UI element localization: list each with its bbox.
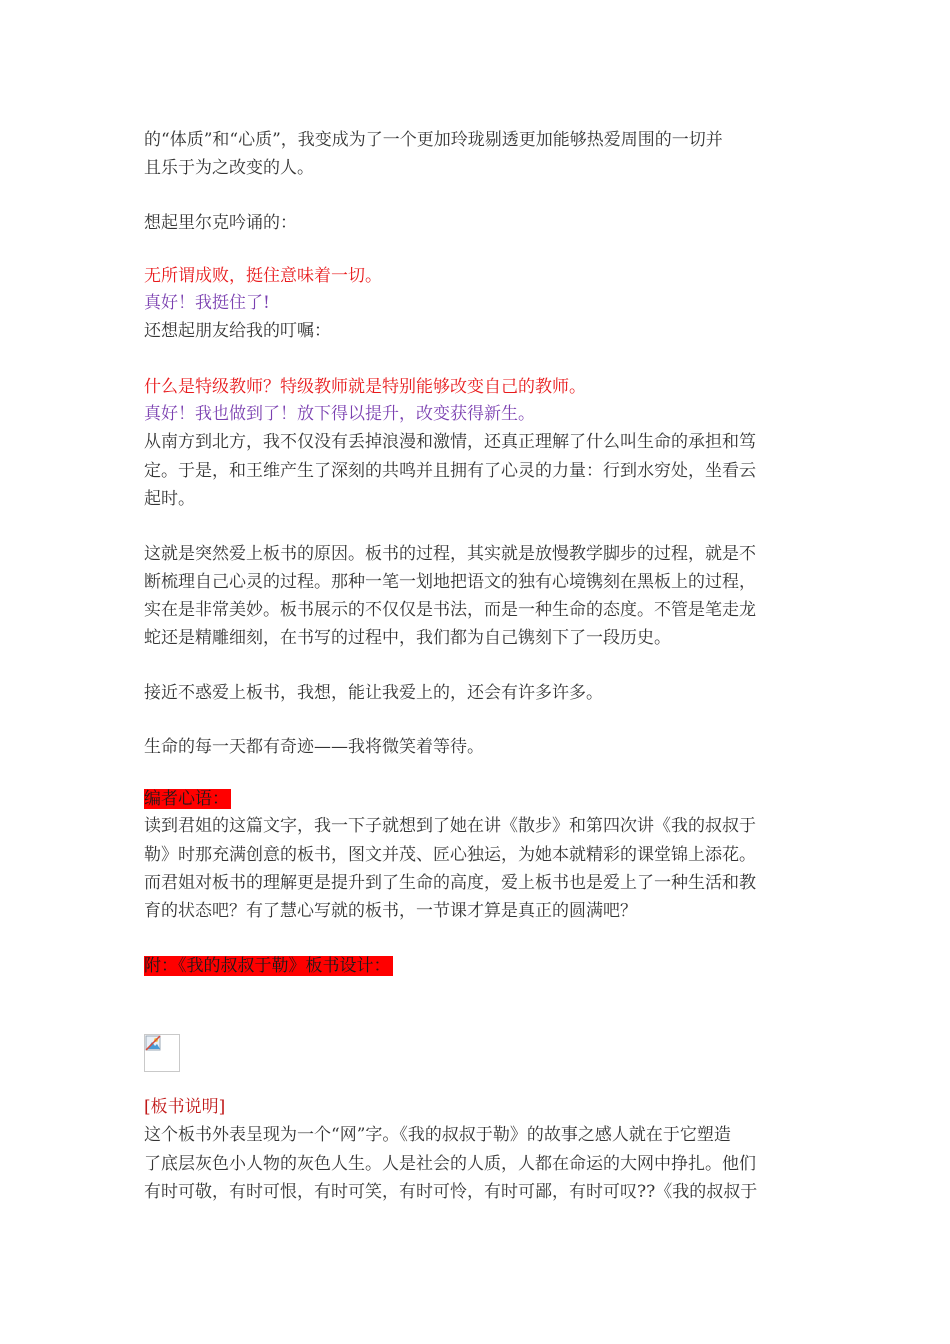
paragraph-line: 生命的每一天都有奇迹——我将微笑着等待。 xyxy=(144,737,484,757)
paragraph-line: 有时可敬，有时可恨，有时可笑，有时可怜，有时可鄙，有时可叹??《我的叔叔于 xyxy=(144,1182,758,1202)
paragraph-line: 这个板书外表呈现为一个“网”字。《我的叔叔于勒》的故事之感人就在于它塑造 xyxy=(144,1125,731,1145)
paragraph-line: 还想起朋友给我的叮嘱： xyxy=(144,321,331,341)
quote-line-rilke: 无所谓成败，挺住意味着一切。 xyxy=(144,266,382,286)
broken-image-icon xyxy=(144,1034,180,1072)
paragraph-line: 蛇还是精雕细刻，在书写的过程中，我们都为自己镌刻下了一段历史。 xyxy=(144,628,671,648)
board-notes-heading: [板书说明] xyxy=(144,1097,226,1117)
paragraph-line: 接近不惑爱上板书，我想，能让我爱上的，还会有许多许多。 xyxy=(144,683,603,703)
appendix-heading: 附：《我的叔叔于勒》板书设计： xyxy=(144,956,391,976)
paragraph-line: 育的状态吧？有了慧心写就的板书，一节课才算是真正的圆满吧？ xyxy=(144,901,637,921)
paragraph-line: 的“体质”和“心质”，我变成为了一个更加玲珑剔透更加能够热爱周围的一切并 xyxy=(144,130,723,150)
paragraph-line: 读到君姐的这篇文字，我一下子就想到了她在讲《散步》和第四次讲《我的叔叔于 xyxy=(144,816,756,836)
paragraph-line: 且乐于为之改变的人。 xyxy=(144,158,314,178)
paragraph-line: 这就是突然爱上板书的原因。板书的过程，其实就是放慢教学脚步的过程，就是不 xyxy=(144,544,756,564)
paragraph-line: 断梳理自己心灵的过程。那种一笔一划地把语文的独有心境镌刻在黑板上的过程， xyxy=(144,572,756,592)
quote-line-teacher: 什么是特级教师？特级教师就是特别能够改变自己的教师。 xyxy=(144,377,586,397)
reply-line: 真好！我也做到了！放下得以提升，改变获得新生。 xyxy=(144,404,535,424)
paragraph-line: 实在是非常美妙。板书展示的不仅仅是书法，而是一种生命的态度。不管是笔走龙 xyxy=(144,600,756,620)
paragraph-line: 从南方到北方，我不仅没有丢掉浪漫和激情，还真正理解了什么叫生命的承担和笃 xyxy=(144,432,756,452)
paragraph-line: 而君姐对板书的理解更是提升到了生命的高度，爱上板书也是爱上了一种生活和教 xyxy=(144,873,756,893)
paragraph-line: 了底层灰色小人物的灰色人生。人是社会的人质，人都在命运的大网中挣扎。他们 xyxy=(144,1154,756,1174)
paragraph-line: 起时。 xyxy=(144,489,195,509)
paragraph-line: 想起里尔克吟诵的： xyxy=(144,213,297,233)
paragraph-line: 勒》时那充满创意的板书，图文并茂、匠心独运，为她本就精彩的课堂锦上添花。 xyxy=(144,845,756,865)
reply-line: 真好！我挺住了! xyxy=(144,293,270,313)
paragraph-line: 定。于是，和王维产生了深刻的共鸣并且拥有了心灵的力量：行到水穷处，坐看云 xyxy=(144,461,756,481)
editor-note-heading: 编者心语： xyxy=(144,789,229,809)
